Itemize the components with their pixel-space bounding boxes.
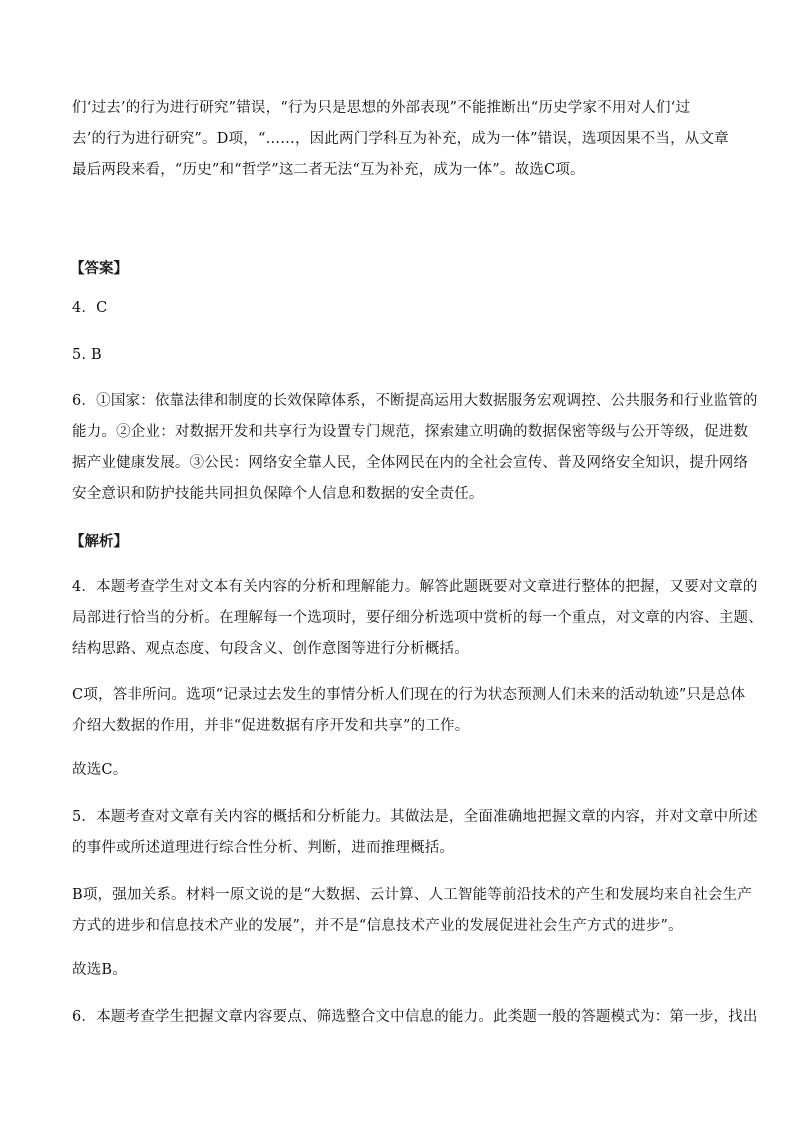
text-line: 去’的行为进行研究”。D项，“……，因此两门学科互为补充，成为一体”错误，选项因果不当，从文章 xyxy=(72,131,729,147)
text-line: 4．C xyxy=(72,300,108,316)
text-line: 的事件或所述道理进行综合性分析、判断，进而推理概括。 xyxy=(72,840,455,856)
text-line: 5. B xyxy=(72,347,102,363)
answer-item-6 xyxy=(72,386,758,510)
text-line: B项，强加关系。材料一原文说的是“大数据、云计算、人工智能等前沿技术的产生和发展均来自社会生产 xyxy=(72,887,752,903)
answer-item-5 xyxy=(72,340,722,371)
analysis-paragraph-c xyxy=(72,680,746,742)
answer-heading: 【答案】 xyxy=(70,261,128,277)
analysis-conclusion-b xyxy=(72,955,722,986)
text-line: C项，答非所问。选项“记录过去发生的事情分析人们现在的行为状态预测人们未来的活动轨迹”只是总体 xyxy=(72,687,746,703)
text-line: 故选C。 xyxy=(72,762,128,778)
analysis-paragraph-6 xyxy=(72,1002,758,1033)
text-line: 局部进行恰当的分析。在理解每一个选项时，要仔细分析选项中赏析的每一个重点，对文章的内容、主题、 xyxy=(72,610,763,626)
continued-paragraph xyxy=(72,93,729,186)
analysis-paragraph-4 xyxy=(72,572,763,665)
text-line: 6．①国家：依靠法律和制度的长效保障体系，不断提高运用大数据服务宏观调控、公共服务和行业监管的 xyxy=(72,393,758,409)
text-line: 故选B。 xyxy=(72,962,127,978)
analysis-conclusion-c xyxy=(72,755,722,786)
text-line: 结构思路、观点态度、句段含义、创作意图等进行分析概括。 xyxy=(72,641,469,657)
text-line: 方式的进步和信息技术产业的发展”，并不是“信息技术产业的发展促进社会生产方式的进步”。 xyxy=(72,918,683,934)
text-line: 6．本题考查学生把握文章内容要点、筛选整合文中信息的能力。此类题一般的答题模式为：第一步，找出 xyxy=(72,1009,758,1025)
text-line: 能力。②企业：对数据开发和共享行为设置专门规范，探索建立明确的数据保密等级与公开等级，促进数 xyxy=(72,424,749,440)
text-line: 安全意识和防护技能共同担负保障个人信息和数据的安全责任。 xyxy=(72,486,484,502)
analysis-heading: 【解析】 xyxy=(70,534,128,550)
text-line: 据产业健康发展。③公民：网络安全靠人民，全体网民在内的全社会宣传、普及网络安全知识，提升网络 xyxy=(72,455,749,471)
text-line: 最后两段来看，“历史”和“哲学”这二者无法“互为补充，成为一体”。故选C项。 xyxy=(72,162,585,178)
text-line: 介绍大数据的作用，并非“促进数据有序开发和共享”的工作。 xyxy=(72,718,470,734)
answer-item-4 xyxy=(72,293,722,324)
text-line: 们‘过去’的行为进行研究”错误，“行为只是思想的外部表现”不能推断出“历史学家不用对人们‘过 xyxy=(72,100,691,116)
analysis-paragraph-5 xyxy=(72,802,758,864)
text-line: 4．本题考查学生对文本有关内容的分析和理解能力。解答此题既要对文章进行整体的把握，又要对文章的 xyxy=(72,579,758,595)
text-line: 5．本题考查对文章有关内容的概括和分析能力。其做法是，全面准确地把握文章的内容，并对文章中所述 xyxy=(72,809,758,825)
analysis-paragraph-b xyxy=(72,880,752,942)
